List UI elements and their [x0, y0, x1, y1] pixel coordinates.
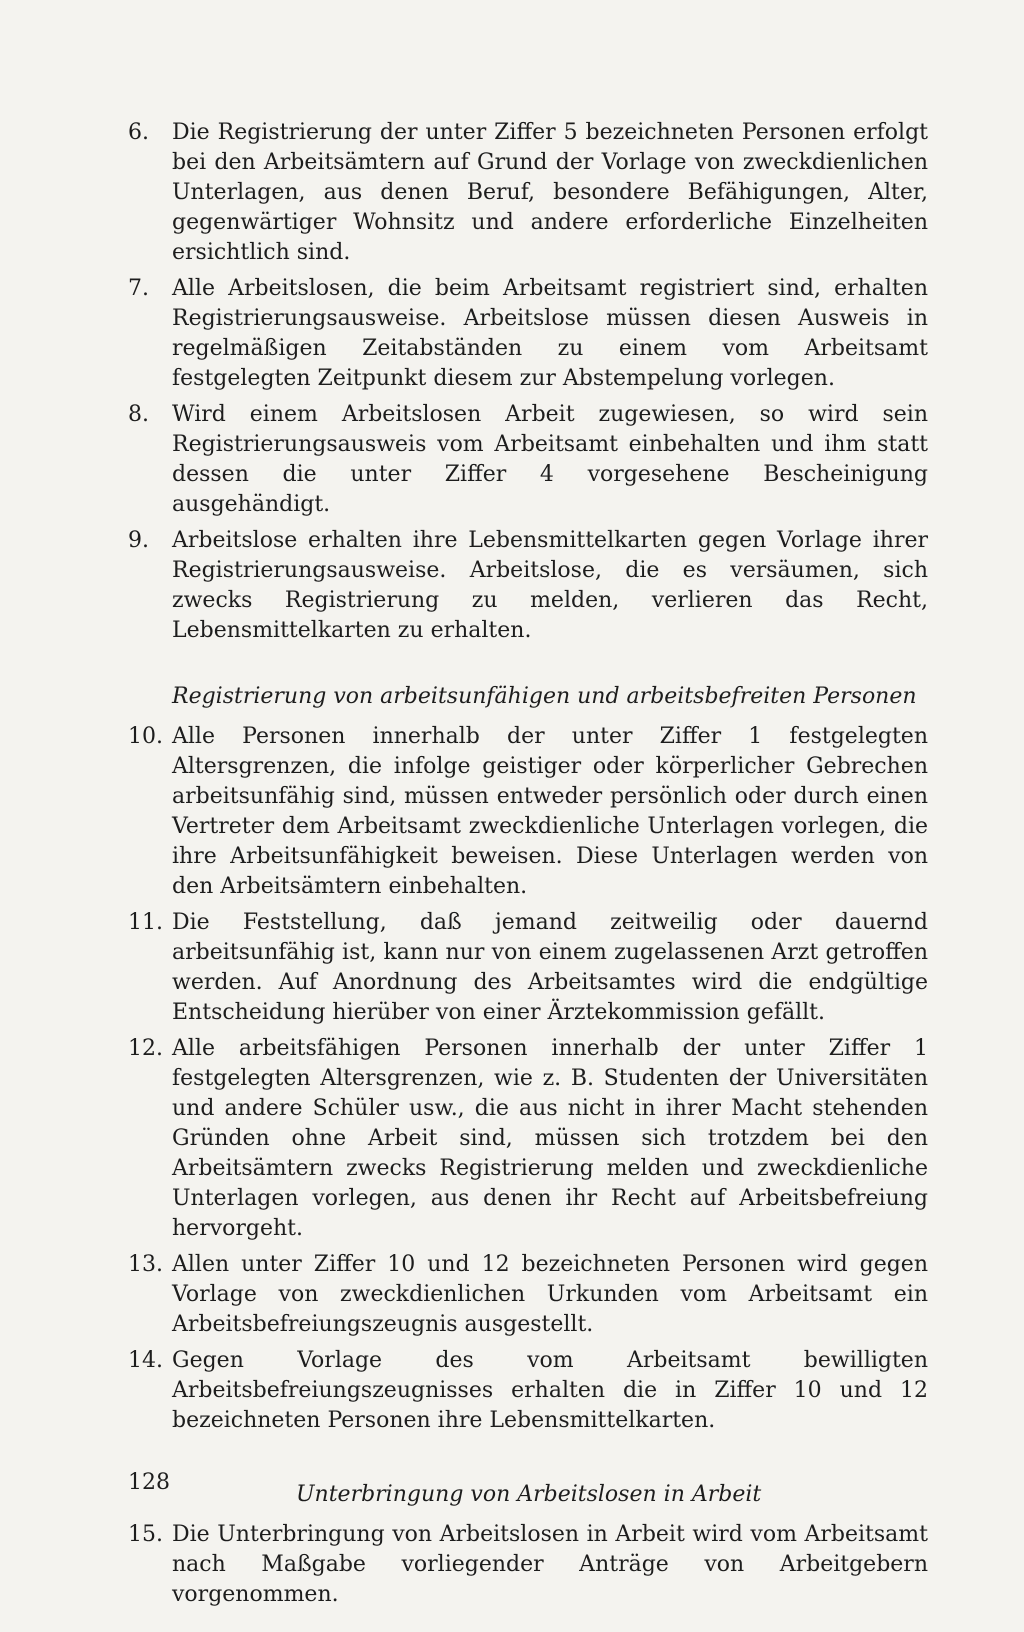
paragraph-number: 12.	[128, 1036, 163, 1061]
paragraph-text: Alle arbeitsfähigen Personen innerhalb der unter Ziffer 1 festgelegten Altersgrenzen, wie z. B. Studenten der Universitäten und andere Schüler usw., die aus nicht in ihrer Macht stehenden Gründen ohne Arbeit sind, müssen sich trotzdem bei den Arbeitsämtern zwecks Registrierung melden und zweckdienliche Unterlagen vorlegen, aus denen ihr Recht auf Arbeitsbefreiung hervorgeht.	[172, 1036, 928, 1241]
paragraph-text: Allen unter Ziffer 10 und 12 bezeichneten Personen wird gegen Vorlage von zweckdienlichen Urkunden vom Arbeitsamt ein Arbeitsbefreiungszeugnis ausgestellt.	[172, 1252, 928, 1337]
section-heading-placement: Unterbringung von Arbeitslosen in Arbeit	[296, 1482, 762, 1507]
paragraph-8	[128, 400, 928, 520]
paragraph-6	[128, 118, 928, 268]
paragraph-number: 6.	[128, 120, 149, 145]
paragraph-11	[128, 908, 928, 1028]
paragraph-text: Die Registrierung der unter Ziffer 5 bezeichneten Personen erfolgt bei den Arbeitsämtern auf Grund der Vorlage von zweckdienlichen Unterlagen, aus denen Beruf, besondere Befähigungen, Alter, gegenwärtiger Wohnsitz und andere erforderliche Einzelheiten ersichtlich sind.	[172, 120, 928, 265]
paragraph-number: 11.	[128, 910, 163, 935]
paragraph-text: Gegen Vorlage des vom Arbeitsamt bewilligten Arbeitsbefreiungszeugnisses erhalten die in Ziffer 10 und 12 bezeichneten Personen ihre Lebensmittelkarten.	[172, 1348, 928, 1433]
paragraph-number: 15.	[128, 1522, 163, 1547]
page-number: 128	[128, 1470, 170, 1495]
document-page	[128, 118, 928, 1607]
paragraph-number: 14.	[128, 1348, 163, 1373]
paragraph-number: 9.	[128, 528, 149, 553]
paragraph-text: Die Feststellung, daß jemand zeitweilig oder dauernd arbeitsunfähig ist, kann nur von einem zugelassenen Arzt getroffen werden. Auf Anordnung des Arbeitsamtes wird die endgültige Entscheidung hierüber von einer Ärztekommission gefällt.	[172, 910, 928, 1025]
paragraph-13	[128, 1250, 928, 1340]
paragraph-14	[128, 1346, 928, 1436]
paragraph-number: 13.	[128, 1252, 163, 1277]
paragraph-number: 10.	[128, 724, 163, 749]
paragraph-text: Alle Arbeitslosen, die beim Arbeitsamt registriert sind, erhalten Registrierungsausweise. Arbeitslose müssen diesen Ausweis in regelmäßigen Zeitabständen zu einem vom Arbeitsamt festgelegten Zeitpunkt diesem zur Abstempelung vorlegen.	[172, 276, 928, 391]
paragraph-text: Alle Personen innerhalb der unter Ziffer 1 festgelegten Altersgrenzen, die infolge geistiger oder körperlicher Gebrechen arbeitsunfähig sind, müssen entweder persönlich oder durch einen Vertreter dem Arbeitsamt zweckdienliche Unterlagen vorlegen, die ihre Arbeitsunfähigkeit beweisen. Diese Unterlagen werden von den Arbeitsämtern einbehalten.	[172, 724, 928, 899]
paragraph-15	[128, 1520, 928, 1610]
paragraph-text: Die Unterbringung von Arbeitslosen in Arbeit wird vom Arbeitsamt nach Maßgabe vorliegender Anträge von Arbeitgebern vorgenommen.	[172, 1522, 928, 1607]
paragraph-12	[128, 1034, 928, 1244]
paragraph-7	[128, 274, 928, 394]
paragraph-9	[128, 526, 928, 646]
paragraph-number: 7.	[128, 276, 149, 301]
section-heading-registration: Registrierung von arbeitsunfähigen und arbeitsbefreiten Personen	[172, 684, 917, 709]
paragraph-text: Arbeitslose erhalten ihre Lebensmittelkarten gegen Vorlage ihrer Registrierungsausweise. Arbeitslose, die es versäumen, sich zwecks Registrierung zu melden, verlieren das Recht, Lebensmittelkarten zu erhalten.	[172, 528, 928, 643]
paragraph-10	[128, 722, 928, 902]
paragraph-text: Wird einem Arbeitslosen Arbeit zugewiesen, so wird sein Registrierungsausweis vom Arbeitsamt einbehalten und ihm statt dessen die unter Ziffer 4 vorgesehene Bescheinigung ausgehändigt.	[172, 402, 928, 517]
paragraph-number: 8.	[128, 402, 149, 427]
